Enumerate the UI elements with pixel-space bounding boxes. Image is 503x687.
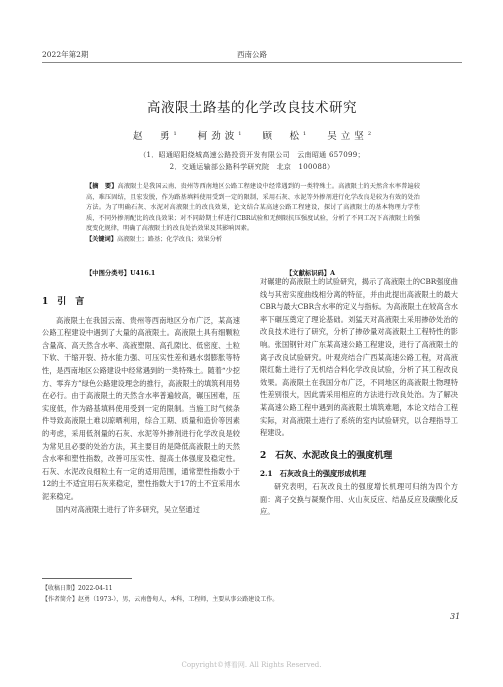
author-list [42, 128, 462, 142]
clc-label: 【中图分类号】 [86, 270, 131, 277]
abstract [86, 182, 420, 245]
paragraph: 高液限土在我国云南、贵州等西南地区分布广泛，某高速公路工程建设中遇到了大量的高液限土。高液限土具有细颗粒含量高、高天然含水率、高液塑限、高孔隙比、低密度、土粒下软、干缩开裂、持水能力强、可压实性差和遇水弱膨胀等特性，是西南地区公路建设中经常遇到的一类特殊土。随着“少挖方、零弃方”绿色公路建设理念的推行，高液限土的填筑利用势在必行。由于高液限土的天然含水率普遍较高，碾压困难，压实度低，作为路基填料使用受到一定的限制。当施工时气候条件导致高液限土难以晾晒利用，综合工期、质量和造价等因素的考虑，采用低剂量的石灰、水泥等外掺剂进行化学改良是较为常见且必要的处治方法，其主要目的是降低高液限土的天然含水率和塑性指数，改善可压实性、提高土体强度及稳定性。石灰、水泥改良细粒土有一定的适用范围，通常塑性指数小于12的土不适宜用石灰来稳定，塑性指数大于17的土不宜采用水泥来稳定。 [42, 315, 240, 501]
journal-name: 西南公路 [237, 50, 267, 59]
author: 柯劲波$^1$ [197, 130, 242, 142]
paragraph: 研究表明，石灰改良土的强度增长机理可归纳为四个方面：离子交换与凝聚作用、火山灰反应、结晶反应及碳酸化反应。 [260, 481, 458, 517]
left-column [42, 292, 240, 516]
keywords-text: 高液限土；路基；化学改良；效果分析 [116, 235, 223, 243]
right-column [260, 276, 458, 519]
issue-label: 2022年第2期 [42, 50, 89, 59]
author: 吴立坚$^2$ [327, 130, 371, 142]
footnote-rule [42, 578, 132, 579]
page-number: 31 [450, 612, 461, 621]
author-bio: 【作者简介】赵勇（1973-），男，云南鲁甸人，本科，工程师，主要从事公路建设工作。 [42, 596, 279, 603]
section-heading-2: 2 石灰、水泥改良土的强度机理 [260, 450, 393, 461]
received-date: 【收稿日期】2022-04-11 [42, 585, 113, 592]
paragraph: 国内对高液限土进行了许多研究，吴立坚通过 [56, 504, 200, 514]
running-header [42, 49, 462, 61]
paper-title: 高液限土路基的化学改良技术研究 [147, 100, 357, 116]
doc-code: 【文献标识码】A [286, 270, 335, 277]
affiliation-1: （1．昭通昭阳绕城高速公路投资开发有限公司 云南昭通 657099； [139, 151, 365, 159]
header-rule [42, 62, 462, 63]
keywords-label: 【关键词】 [86, 235, 117, 243]
abstract-text: 高液限土是我国云南、贵州等西南地区公路工程建设中经常遇到的一类特殊土。高液限土的天然含水率普遍较高，难压固结，且宏发脱，作为路基填料使用受到一定的限制，采用石灰、水泥等外掺剂进行化学改良是较为有效的处治方法。为了明确石灰、水泥对高液限土的改良效果，论文结合某高速公路工程建设，探讨了高液限土的基本物理力学性质，不同外掺剂配比的改良效果；对不同龄期土样进行CBR试验和无侧限抗压强度试验，分析了不同工况下高液限土的强度变化规律，明确了高液限土的改良处治效果及其影响因素。 [86, 183, 421, 232]
subsection-heading: 2.1 石灰改良土的强度形成机理 [260, 469, 366, 479]
author: 顾 松$^1$ [262, 130, 307, 142]
clc-value: U416.1 [130, 270, 156, 277]
paragraph: 对碾建的高液限土的试验研究，揭示了高液限土的CBR强度曲线与其密实度曲线相分离的特征，并由此提出高液限土的最大CBR与最大CBR含水率的定义与指标。为高液限土在较高含水率下碾压奠定了理论基础。刘猛天对高液限土采用掺砂处治的改良技术进行了研究，分析了掺砂量对高液限土工程特性的影响。张国钢针对广东某高速公路工程建设，进行了高液限土的离子改良试验研究。叶观亮结合广西某高速公路工程，对高液限红黏土进行了无机结合料化学改良试验，分析了其工程改良效果。高液限土在我国分布广泛，不同地区的高液限土物理特性差别很大，因此需采用相应的方法进行改良处治。为了解决某高速公路工程中遇到的高液限土填筑难题，本论文结合工程实际，对高液限土进行了系统的室内试验研究，以合理指导工程建设。 [260, 277, 458, 438]
keywords-line [86, 235, 420, 246]
author: 赵 勇$^1$ [133, 130, 177, 142]
affiliation-2: 2．交通运输部公路科学研究院 北京 100088） [169, 163, 335, 171]
section-heading-1: 1 引 言 [42, 297, 85, 307]
copyright-watermark: Copyright©博看网. All Rights Reserved. [181, 661, 322, 669]
abstract-label: 【摘 要】 [86, 183, 118, 190]
